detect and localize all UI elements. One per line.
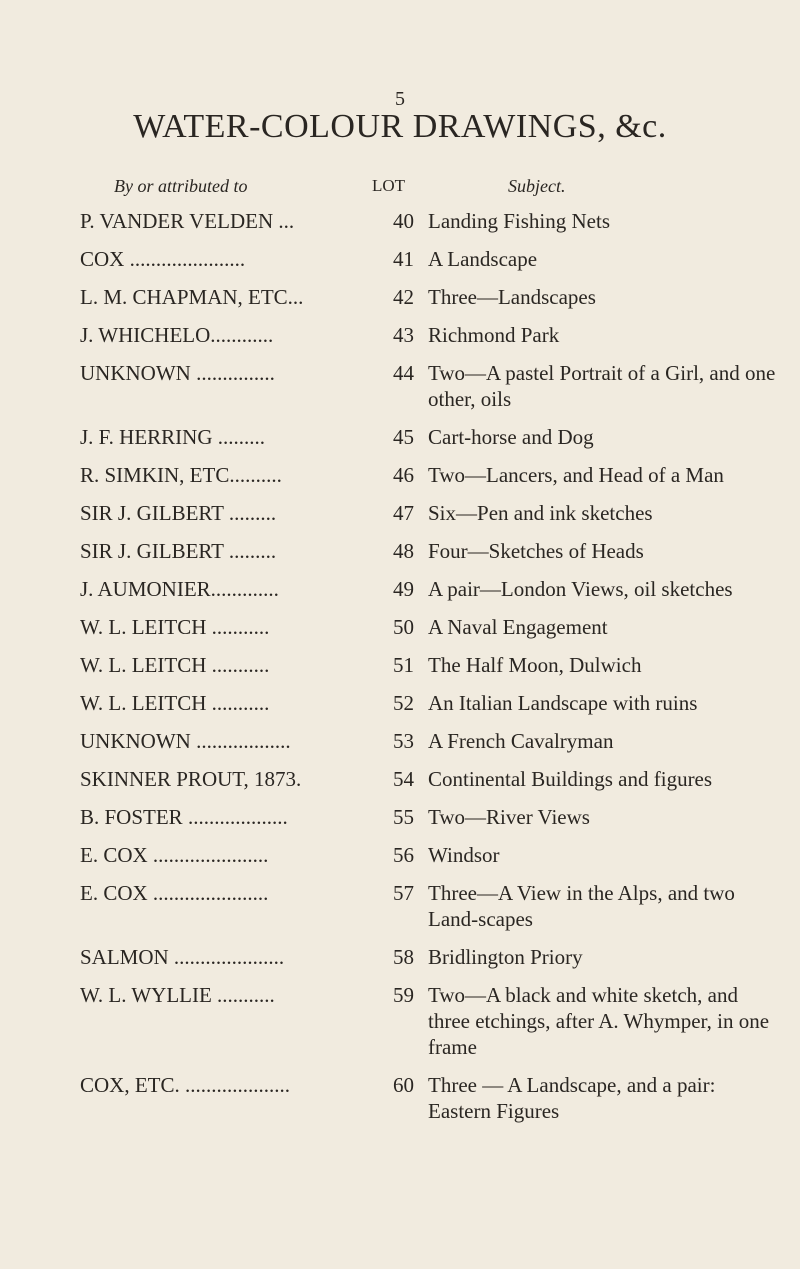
lot-row [0, 804, 800, 830]
artist-name: W. L. LEITCH ........... [80, 691, 270, 715]
lot-row [0, 462, 800, 488]
lot-subject: Two—A black and white sketch, and three etchings, after A. Whymper, in one frame [428, 983, 770, 1059]
page-title: WATER-COLOUR DRAWINGS, &c. [133, 108, 667, 145]
artist-name: UNKNOWN ............... [80, 361, 275, 385]
artist-name: J. WHICHELO............ [80, 323, 274, 347]
artist-name: SIR J. GILBERT ......... [80, 539, 277, 563]
lot-number: 58 [393, 945, 414, 969]
lot-subject: An Italian Landscape with ruins [428, 691, 698, 715]
lot-subject: Richmond Park [428, 323, 560, 347]
lot-number: 54 [393, 767, 414, 791]
lot-number: 45 [393, 425, 414, 449]
artist-name: E. COX ...................... [80, 843, 269, 867]
lot-number: 46 [393, 463, 414, 487]
artist-name: L. M. CHAPMAN, ETC... [80, 285, 304, 309]
lot-number: 49 [393, 577, 414, 601]
lot-subject: A pair—London Views, oil sketches [428, 577, 733, 601]
lot-row [0, 944, 800, 970]
lot-number: 51 [393, 653, 414, 677]
lot-subject: Two—River Views [428, 805, 590, 829]
lot-row [0, 538, 800, 564]
lot-row [0, 424, 800, 450]
lot-number: 57 [393, 881, 414, 905]
lot-number: 48 [393, 539, 414, 563]
lot-subject: A French Cavalryman [428, 729, 614, 753]
lot-list [0, 208, 800, 1136]
lot-subject: Two—Lancers, and Head of a Man [428, 463, 724, 487]
lot-row [0, 766, 800, 792]
lot-number: 50 [393, 615, 414, 639]
artist-name: W. L. LEITCH ........... [80, 615, 270, 639]
header-attributed-to: By or attributed to [114, 176, 248, 196]
lot-row [0, 728, 800, 754]
page-number: 5 [395, 88, 405, 110]
lot-row [0, 284, 800, 310]
lot-row [0, 982, 800, 1060]
lot-number: 43 [393, 323, 414, 347]
artist-name: COX ...................... [80, 247, 246, 271]
lot-row [0, 500, 800, 526]
lot-subject: Three—A View in the Alps, and two Land-scapes [428, 881, 735, 931]
lot-row [0, 208, 800, 234]
lot-subject: Continental Buildings and figures [428, 767, 713, 791]
lot-number: 42 [393, 285, 414, 309]
artist-name: SIR J. GILBERT ......... [80, 501, 277, 525]
artist-name: SKINNER PROUT, 1873. [80, 767, 302, 791]
artist-name: J. F. HERRING ......... [80, 425, 266, 449]
lot-row [0, 246, 800, 272]
lot-number: 53 [393, 729, 414, 753]
artist-name: R. SIMKIN, ETC.......... [80, 463, 282, 487]
artist-name: UNKNOWN .................. [80, 729, 291, 753]
lot-row [0, 614, 800, 640]
lot-subject: Three—Landscapes [428, 285, 596, 309]
lot-number: 52 [393, 691, 414, 715]
lot-subject: Three — A Landscape, and a pair: Eastern Figures [428, 1073, 716, 1123]
lot-number: 59 [393, 983, 414, 1007]
lot-row [0, 652, 800, 678]
lot-subject: The Half Moon, Dulwich [428, 653, 642, 677]
lot-number: 56 [393, 843, 414, 867]
artist-name: W. L. LEITCH ........... [80, 653, 270, 677]
lot-row [0, 842, 800, 868]
lot-number: 55 [393, 805, 414, 829]
lot-subject: Cart-horse and Dog [428, 425, 594, 449]
lot-subject: A Landscape [428, 247, 538, 271]
lot-row [0, 360, 800, 412]
lot-row [0, 690, 800, 716]
header-subject: Subject. [508, 176, 566, 196]
lot-row [0, 880, 800, 932]
lot-subject: A Naval Engagement [428, 615, 608, 639]
artist-name: W. L. WYLLIE ........... [80, 983, 275, 1007]
artist-name: B. FOSTER ................... [80, 805, 288, 829]
header-lot: LOT [372, 176, 406, 195]
lot-number: 47 [393, 501, 414, 525]
lot-number: 40 [393, 209, 414, 233]
lot-subject: Windsor [428, 843, 500, 867]
lot-subject: Bridlington Priory [428, 945, 583, 969]
lot-subject: Landing Fishing Nets [428, 209, 610, 233]
lot-number: 41 [393, 247, 414, 271]
lot-subject: Six—Pen and ink sketches [428, 501, 653, 525]
artist-name: COX, ETC. .................... [80, 1073, 290, 1097]
lot-row [0, 576, 800, 602]
lot-number: 44 [393, 361, 414, 385]
lot-subject: Four—Sketches of Heads [428, 539, 644, 563]
lot-subject: Two—A pastel Portrait of a Girl, and one other, oils [428, 361, 776, 411]
lot-row [0, 1072, 800, 1124]
artist-name: SALMON ..................... [80, 945, 285, 969]
artist-name: P. VANDER VELDEN ... [80, 209, 295, 233]
lot-row [0, 322, 800, 348]
artist-name: E. COX ...................... [80, 881, 269, 905]
lot-number: 60 [393, 1073, 414, 1097]
artist-name: J. AUMONIER............. [80, 577, 279, 601]
